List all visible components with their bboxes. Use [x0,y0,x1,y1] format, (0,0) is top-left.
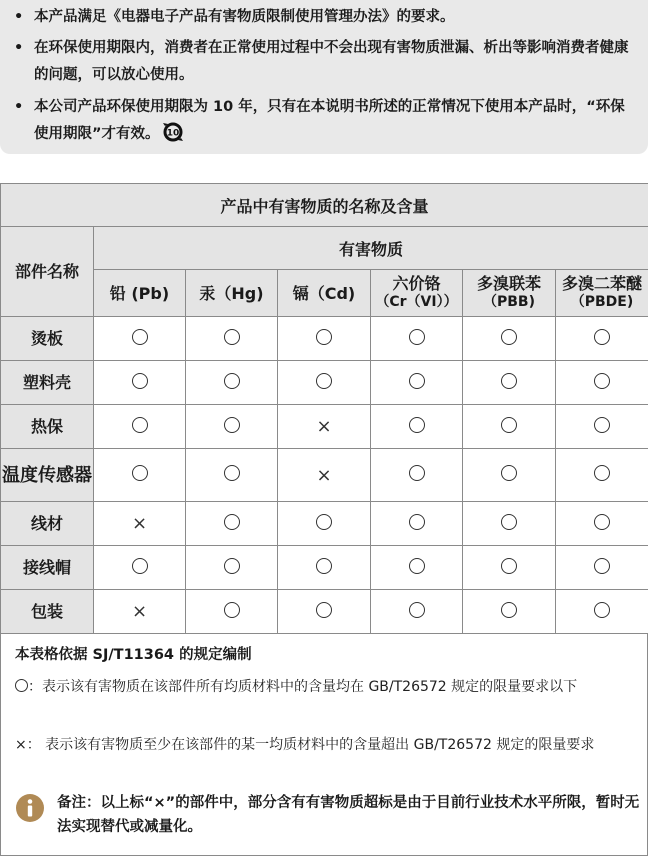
epup-10-icon [162,121,184,143]
svg-text:10: 10 [166,128,179,139]
circle-mark [278,590,371,634]
circle-symbol [501,602,517,618]
notes-title: 本表格依据 SJ/T11364 的规定编制 [15,647,252,663]
circle-symbol [501,465,517,481]
element-header: 汞（Hg) [186,270,278,317]
element-header: 铅 (Pb) [94,270,186,317]
circle-symbol [501,417,517,433]
circle-symbol [132,465,148,481]
circle-mark [371,449,463,502]
circle-mark [371,546,463,590]
part-name-cell: 线材 [1,502,94,546]
notice-item: • 本产品满足《电器电子产品有害物质限制使用管理办法》的要求。 [14,9,455,25]
circle-mark [556,590,648,634]
table-row [1,590,648,634]
circle-symbol [316,329,332,345]
cross-mark [278,405,371,449]
circle-symbol [409,514,425,530]
circle-symbol [409,465,425,481]
circle-mark [371,405,463,449]
circle-mark [186,405,278,449]
circle-symbol [501,373,517,389]
circle-symbol [594,602,610,618]
circle-symbol [409,373,425,389]
notice-item: • 在环保使用期限内，消费者在正常使用过程中不会出现有害物质泄漏、析出等影响消费者健康的问题，可以放心使用。 [14,40,629,83]
circle-mark [556,449,648,502]
circle-mark [463,590,556,634]
circle-symbol [132,558,148,574]
circle-mark [371,502,463,546]
circle-symbol [409,329,425,345]
part-name-cell: 包装 [1,590,94,634]
part-name-header: 部件名称 [1,227,94,317]
circle-symbol [594,514,610,530]
part-name-cell: 塑料壳 [1,361,94,405]
circle-mark [463,317,556,361]
substance-header: 有害物质 [94,227,648,270]
circle-mark [186,546,278,590]
circle-mark [94,449,186,502]
circle-symbol [594,558,610,574]
circle-mark [186,361,278,405]
circle-mark [463,449,556,502]
cross-symbol: × [316,464,332,486]
circle-symbol [224,329,240,345]
circle-mark [556,405,648,449]
circle-symbol [15,679,28,692]
cross-mark [94,590,186,634]
table-row [1,405,648,449]
circle-mark [94,405,186,449]
circle-symbol [132,373,148,389]
circle-mark [186,502,278,546]
rohs-notice-box [0,0,648,154]
circle-symbol [224,602,240,618]
table-row [1,546,648,590]
circle-mark [556,546,648,590]
circle-note: ：表示该有害物质在该部件所有均质材料中的含量均在 GB/T26572 规定的限量要求以下 [15,676,639,698]
table-row [1,361,648,405]
part-name-cell: 烫板 [1,317,94,361]
circle-symbol [594,465,610,481]
circle-mark [278,546,371,590]
circle-mark [371,590,463,634]
cross-mark [94,502,186,546]
circle-mark [186,317,278,361]
circle-symbol [501,514,517,530]
circle-mark [371,317,463,361]
circle-symbol [316,514,332,530]
circle-mark [463,502,556,546]
circle-symbol [316,558,332,574]
cross-symbol: × [316,416,332,437]
circle-mark [463,405,556,449]
circle-symbol [224,417,240,433]
cross-symbol: × [131,513,148,534]
circle-mark [94,361,186,405]
circle-symbol [224,514,240,530]
circle-mark [278,317,371,361]
cross-symbol: × [131,601,148,622]
part-name-cell: 接线帽 [1,546,94,590]
circle-symbol [409,558,425,574]
table-row [1,317,648,361]
element-header: 六价铬 （Cr（VI）） [371,270,463,317]
info-icon [15,793,45,823]
circle-mark [278,502,371,546]
circle-symbol [594,329,610,345]
notice-item: • 本公司产品环保使用期限为 10 年，只有在本说明书所述的正常情况下使用本产品时，“环保使用期限”才有效。 10 [14,99,625,142]
circle-mark [556,502,648,546]
circle-symbol [224,558,240,574]
circle-symbol [224,373,240,389]
part-name-cell: 热保 [1,405,94,449]
element-header: 多溴二苯醚 （PBDE) [556,270,648,317]
part-name-cell: 温度传感器 [1,449,94,502]
element-header: 多溴联苯 （PBB) [463,270,556,317]
cross-mark [278,449,371,502]
circle-mark [556,361,648,405]
cross-note: ×： 表示该有害物质至少在该部件的某一均质材料中的含量超出 GB/T26572 规定的限量要求 [15,737,595,753]
circle-symbol [594,417,610,433]
circle-symbol [132,329,148,345]
table-row [1,502,648,546]
circle-mark [371,361,463,405]
circle-symbol [501,558,517,574]
hazardous-substance-table [0,183,648,634]
circle-mark [186,449,278,502]
table-notes [0,633,648,856]
remark: 备注：以上标“×”的部件中，部分含有有害物质超标是由于目前行业技术水平所限，暂时无法实现替代或减量化。 [15,791,645,839]
circle-symbol [501,329,517,345]
circle-symbol [224,465,240,481]
circle-mark [463,546,556,590]
circle-mark [463,361,556,405]
circle-mark [556,317,648,361]
circle-symbol [409,602,425,618]
circle-symbol [316,373,332,389]
circle-symbol [594,373,610,389]
table-row [1,449,648,502]
circle-mark [278,361,371,405]
circle-mark [186,590,278,634]
element-header: 镉（Cd) [278,270,371,317]
circle-symbol [132,417,148,433]
table-title: 产品中有害物质的名称及含量 [1,184,648,227]
circle-symbol [409,417,425,433]
circle-mark [94,546,186,590]
circle-symbol [316,602,332,618]
circle-mark [94,317,186,361]
